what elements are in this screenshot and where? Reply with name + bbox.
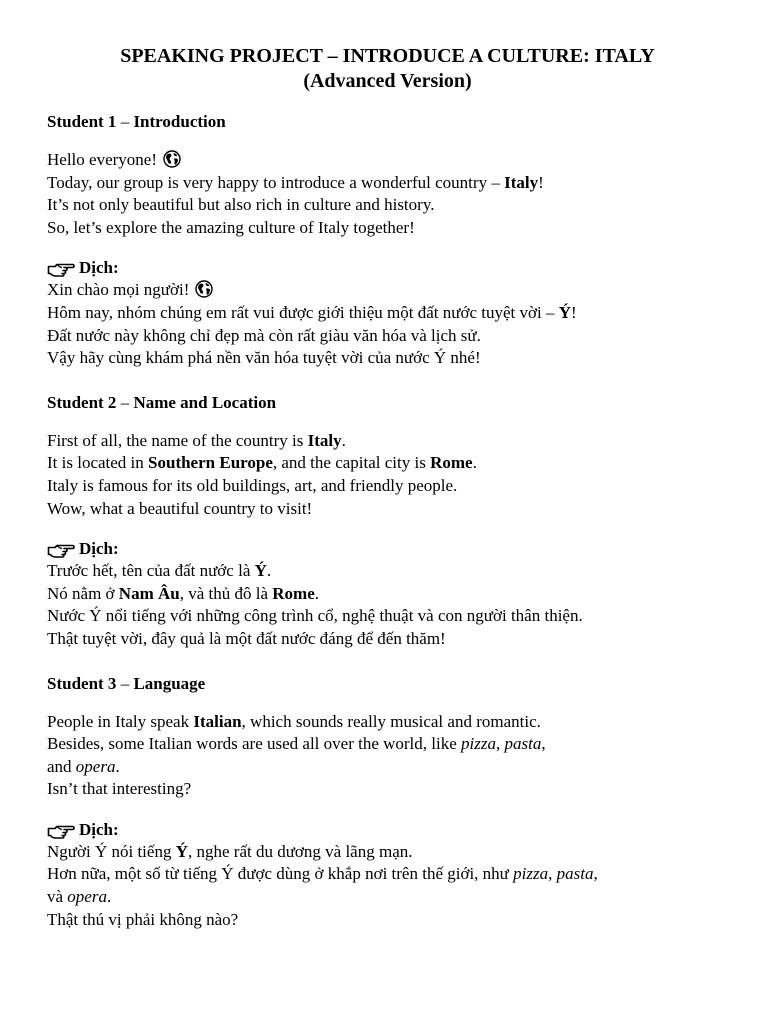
translation-heading: Dịch:: [47, 538, 728, 560]
text-line: Besides, some Italian words are used all over the world, like pizza, pasta,: [47, 734, 546, 754]
translation-heading: Dịch:: [47, 819, 728, 841]
text-line: Thật thú vị phải không nào?: [47, 909, 239, 929]
text-line: It is located in Southern Europe, and the capital city is Rome.: [47, 453, 477, 473]
text-line: Hello everyone!: [47, 149, 728, 172]
section-topic: Name and Location: [133, 392, 277, 412]
title-line-2: (Advanced Version): [303, 70, 472, 92]
vietnamese-paragraph-1: [47, 279, 728, 369]
text-line: and opera.: [47, 756, 120, 776]
vietnamese-paragraph-2: [47, 560, 728, 650]
text-line: Người Ý nói tiếng Ý, nghe rất du dương và lãng mạn.: [47, 841, 413, 861]
pointing-hand-icon: [47, 821, 75, 839]
student-label: Student 1: [47, 112, 117, 131]
text-line: Thật tuyệt vời, đây quả là một đất nước đáng để đến thăm!: [47, 628, 446, 648]
heading-separator: –: [116, 673, 134, 693]
text-line: Trước hết, tên của đất nước là Ý.: [47, 561, 272, 581]
text-line: Isn’t that interesting?: [47, 779, 192, 799]
english-paragraph-2: [47, 430, 728, 520]
student-label: Student 3: [47, 673, 117, 693]
text-line: Nước Ý nổi tiếng với những công trình cổ, nghệ thuật và con người thân thiện.: [47, 606, 583, 626]
text-line: First of all, the name of the country is Italy.: [47, 430, 346, 450]
section-topic: Introduction: [133, 112, 226, 131]
text-line: People in Italy speak Italian, which sounds really musical and romantic.: [47, 711, 541, 731]
text-line: It’s not only beautiful but also rich in culture and history.: [47, 195, 435, 215]
text-line: Italy is famous for its old buildings, art, and friendly people.: [47, 475, 458, 495]
section-heading-student-3: [47, 673, 728, 695]
english-paragraph-1: [47, 149, 728, 239]
text-line: Hơn nữa, một số từ tiếng Ý được dùng ở khắp nơi trên thế giới, như pizza, pasta,: [47, 864, 598, 884]
pointing-hand-icon: [47, 540, 75, 558]
globe-icon: [195, 280, 213, 298]
vietnamese-paragraph-3: [47, 841, 728, 931]
heading-separator: –: [116, 392, 134, 412]
section-heading-student-1: [47, 111, 728, 133]
title-line-1: SPEAKING PROJECT – INTRODUCE A CULTURE: ITALY: [120, 45, 655, 67]
translation-heading: Dịch:: [47, 257, 728, 279]
section-topic: Language: [133, 673, 206, 693]
english-paragraph-3: [47, 711, 728, 801]
text-line: Hôm nay, nhóm chúng em rất vui được giới thiệu một đất nước tuyệt vời – Ý!: [47, 302, 577, 322]
student-label: Student 2: [47, 392, 117, 412]
text-line: Today, our group is very happy to introduce a wonderful country – Italy!: [47, 172, 544, 192]
text-line: So, let’s explore the amazing culture of Italy together!: [47, 217, 415, 237]
text-line: Vậy hãy cùng khám phá nền văn hóa tuyệt vời của nước Ý nhé!: [47, 348, 481, 368]
text-line: và opera.: [47, 887, 112, 907]
section-heading-student-2: [47, 392, 728, 414]
text-line: Wow, what a beautiful country to visit!: [47, 498, 313, 518]
text-line: Đất nước này không chỉ đẹp mà còn rất giàu văn hóa và lịch sử.: [47, 325, 481, 345]
globe-icon: [163, 150, 181, 168]
heading-separator: –: [116, 112, 134, 131]
text-line: Nó nằm ở Nam Âu, và thủ đô là Rome.: [47, 583, 319, 603]
pointing-hand-icon: [47, 259, 75, 277]
text-line: Xin chào mọi người!: [47, 279, 728, 302]
document-title: [47, 44, 728, 94]
